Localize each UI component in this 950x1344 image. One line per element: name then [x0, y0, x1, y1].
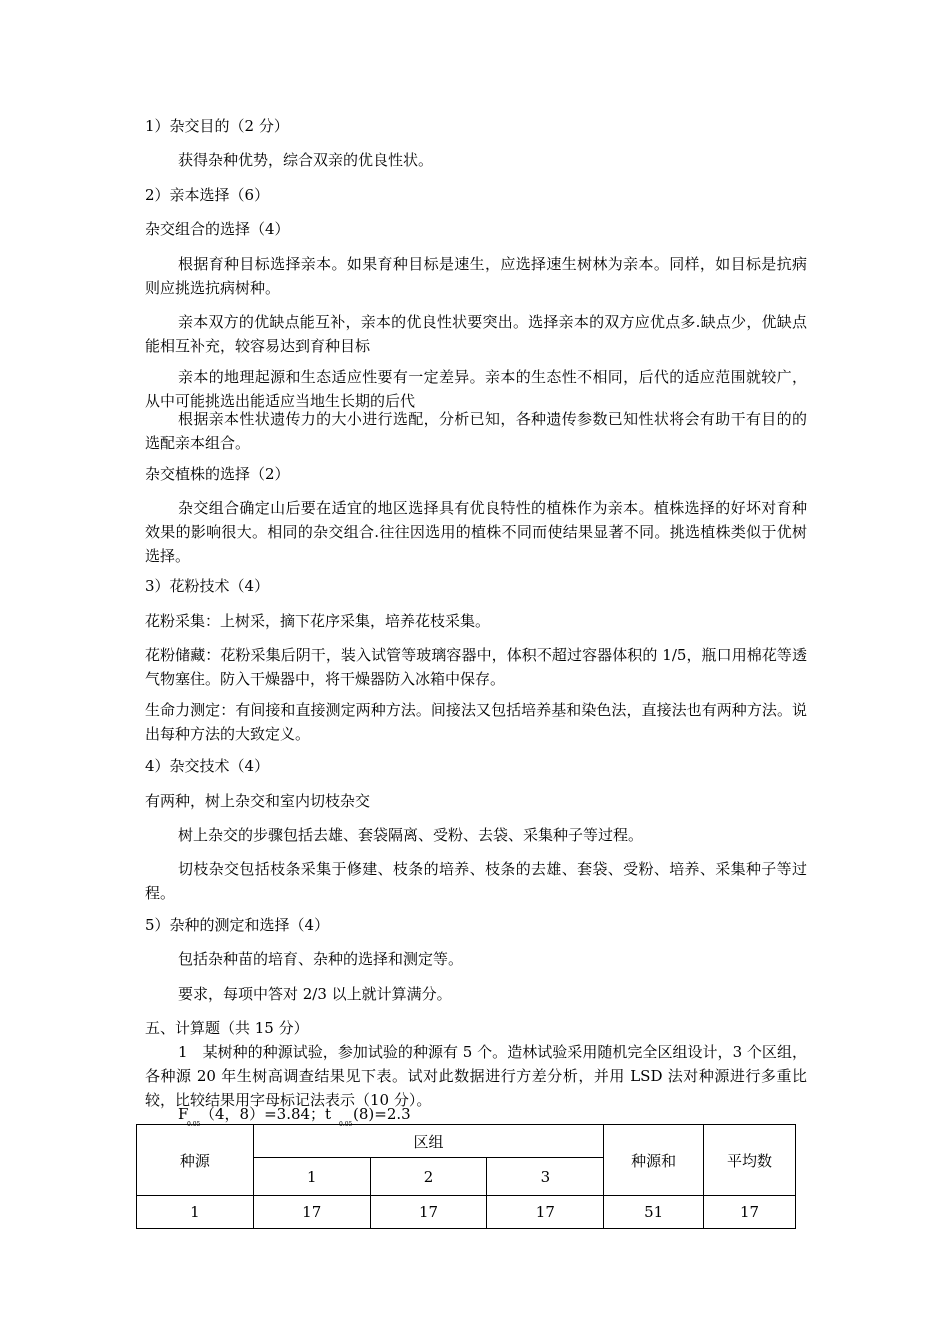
heading-hybrid-purpose: 1）杂交目的（2 分）: [145, 117, 289, 135]
header-block: 区组: [253, 1125, 603, 1158]
header-block-1: 1: [253, 1158, 370, 1196]
paragraph-geographic-origin: 亲本的地理起源和生态适应性要有一定差异。亲本的生态性不相同，后代的适应范围就较广，从中可能挑选出能适应当地生长期的后代: [145, 368, 807, 410]
cell-mean: 17: [704, 1196, 796, 1229]
data-table: [136, 1121, 796, 1229]
paragraph-hybrid-testing: 包括杂种苗的培育、杂种的选择和测定等。: [178, 950, 464, 968]
answer-hybrid-purpose: 获得杂种优势，综合双亲的优良性状。: [178, 151, 434, 169]
heading-pollen-technique: 3）花粉技术（4）: [145, 577, 270, 595]
paragraph-scoring-note: 要求，每项中答对 2/3 以上就计算满分。: [178, 985, 452, 1003]
formula-f-subscript: 0.05: [187, 1121, 201, 1128]
question-calculation-1: 1 某树种的种源试验，参加试验的种源有 5 个。造林试验采用随机完全区组设计，3 个区组，各种源 20 年生树高调查结果见下表。试对此数据进行方差分析，并用 LSD 法对种源进行多重比较，比较结果用字母标记法表示（10 分）。: [145, 1043, 807, 1109]
heading-hybrid-testing: 5）杂种的测定和选择（4）: [145, 916, 330, 934]
subheading-combination-selection: 杂交组合的选择（4）: [145, 220, 290, 238]
header-source: 种源: [137, 1125, 254, 1196]
paragraph-breeding-goal: 根据育种目标选择亲本。如果育种目标是速生，应选择速生树林为亲本。同样，如目标是抗病则应挑选抗病树种。: [145, 255, 807, 297]
paragraph-cut-branch-crossing: 切枝杂交包括枝条采集于修建、枝条的培养、枝条的去雄、套袋、受粉、培养、采集种子等过程。: [145, 860, 807, 902]
paragraph-plant-selection: 杂交组合确定山后要在适宜的地区选择具有优良特性的植株作为亲本。植株选择的好坏对育种效果的影响很大。相同的杂交组合.往往因选用的植株不同而使结果显著不同。挑选植株类似于优树选择。: [145, 499, 807, 565]
heading-parent-selection: 2）亲本选择（6）: [145, 186, 270, 204]
paragraph-vitality-test: 生命力测定：有间接和直接测定两种方法。间接法又包括培养基和染色法，直接法也有两种方法。说出每种方法的大致定义。: [145, 701, 807, 743]
paragraph-pollen-storage: 花粉储藏：花粉采集后阴干，装入试管等玻璃容器中，体积不超过容器体积的 1/5，瓶口用棉花等透气物塞住。防入干燥器中，将干燥器防入冰箱中保存。: [145, 646, 807, 688]
header-source-sum: 种源和: [604, 1125, 704, 1196]
cell-source-sum: 51: [604, 1196, 704, 1229]
formula-t-value: (8)=2.3: [353, 1105, 411, 1123]
cell-source: 1: [137, 1196, 254, 1229]
heading-calculation: 五、计算题（共 15 分）: [145, 1019, 309, 1037]
cell-block-2: 17: [370, 1196, 487, 1229]
paragraph-complementary-traits: 亲本双方的优缺点能互补，亲本的优良性状要突出。选择亲本的双方应优点多.缺点少，优缺点能相互补充，较容易达到育种目标: [145, 313, 807, 355]
paragraph-tree-crossing: 树上杂交的步骤包括去雄、套袋隔离、受粉、去袋、采集种子等过程。: [178, 826, 644, 844]
paragraph-heritability: 根据亲本性状遗传力的大小进行选配，分析已知，各种遗传参数已知性状将会有助干有目的的选配亲本组合。: [145, 410, 807, 452]
formula-f-value: （4，8）=3.84；t: [200, 1105, 332, 1123]
header-block-3: 3: [487, 1158, 604, 1196]
table-row: [137, 1196, 796, 1229]
subheading-plant-selection: 杂交植株的选择（2）: [145, 465, 290, 483]
formula-f: F: [178, 1105, 189, 1123]
header-mean: 平均数: [704, 1125, 796, 1196]
paragraph-two-methods: 有两种，树上杂交和室内切枝杂交: [145, 792, 371, 810]
formula-t-subscript: 0.05: [339, 1121, 353, 1128]
header-block-2: 2: [370, 1158, 487, 1196]
paragraph-pollen-collection: 花粉采集：上树采，摘下花序采集，培养花枝采集。: [145, 612, 491, 630]
cell-block-3: 17: [487, 1196, 604, 1229]
heading-hybrid-technique: 4）杂交技术（4）: [145, 757, 270, 775]
cell-block-1: 17: [253, 1196, 370, 1229]
